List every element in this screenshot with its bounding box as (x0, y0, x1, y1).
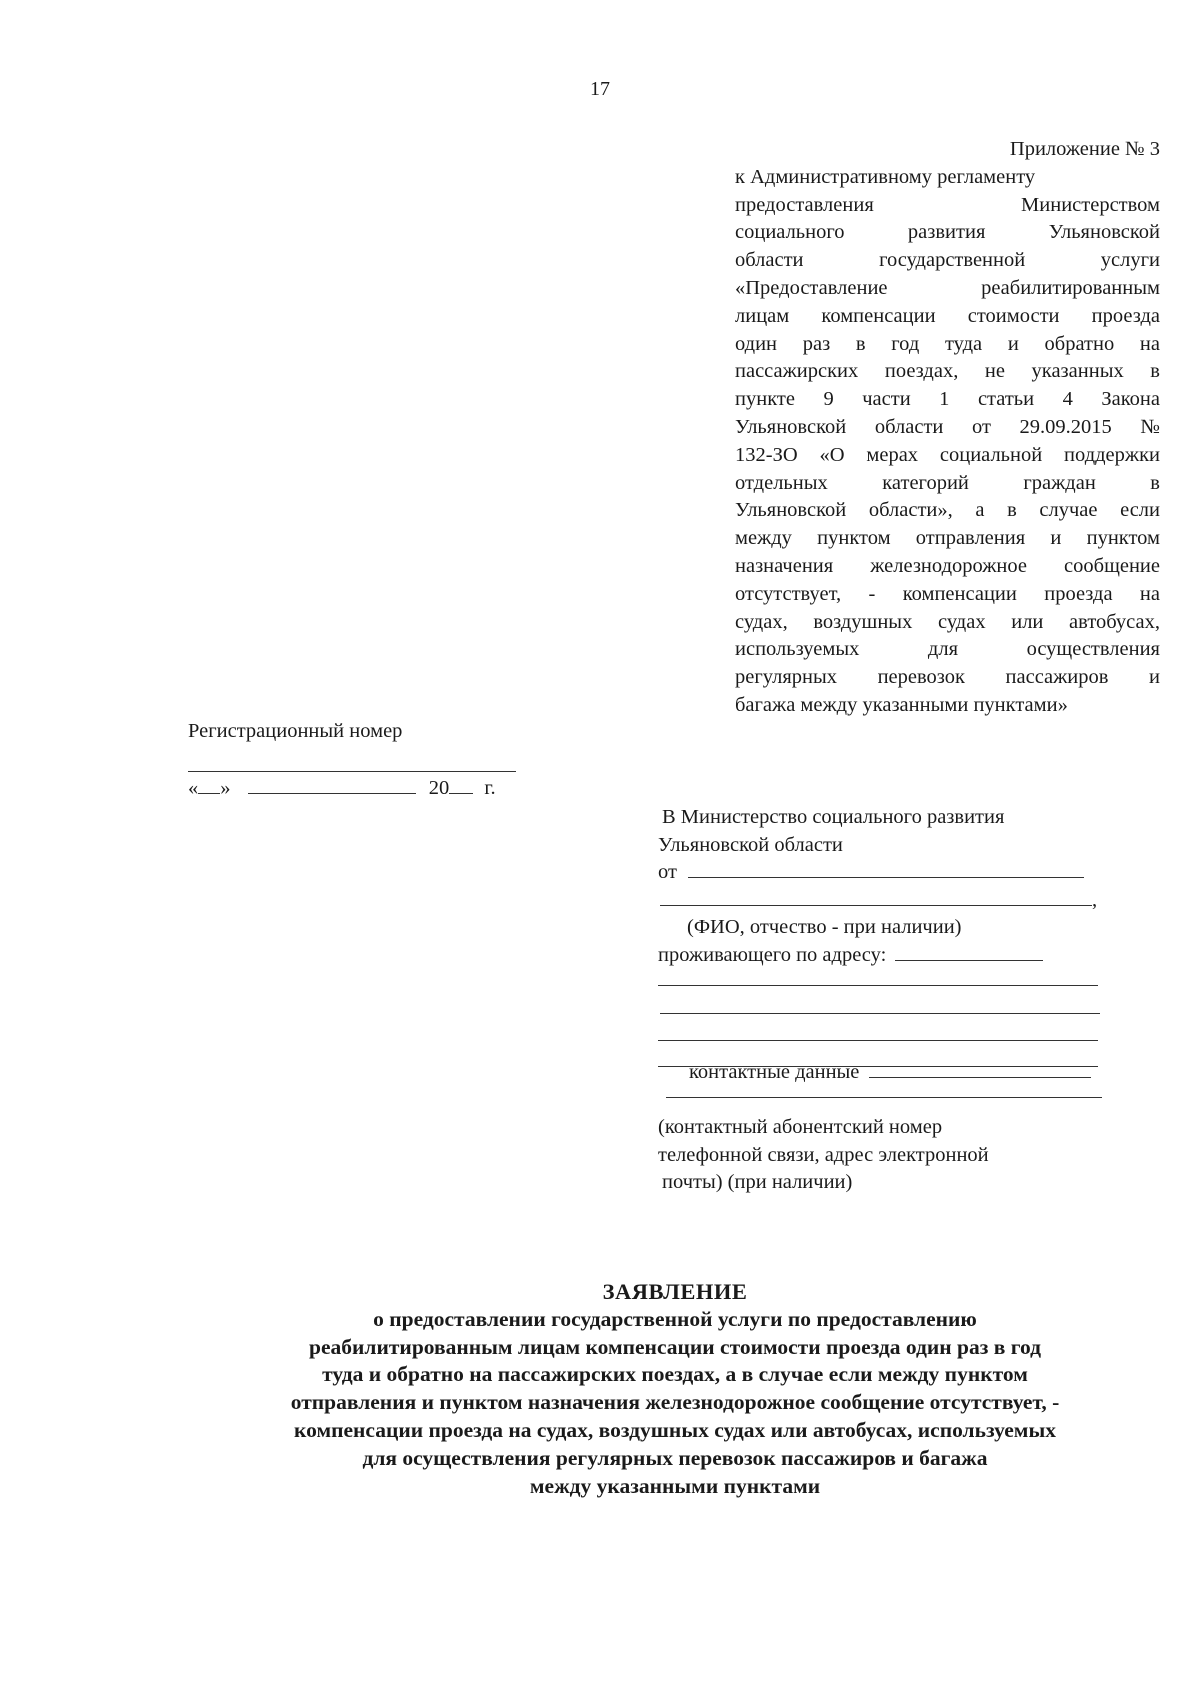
address-blank-row (662, 969, 1122, 997)
annex-block (735, 136, 1160, 720)
annex-line: один раз в год туда и обратно на (735, 332, 1160, 355)
annex-line: Ульяновской области от 29.09.2015 № (735, 415, 1160, 438)
statement-block (200, 1278, 1150, 1500)
annex-line: 132-ЗО «О мерах социальной поддержки (735, 443, 1160, 466)
annex-line: судах, воздушных судах или автобусах, (735, 610, 1160, 633)
statement-line: для осуществления регулярных перевозок пассажиров и багажа (362, 1445, 988, 1470)
contacts-hint: телефонной связи, адрес электронной (658, 1143, 989, 1166)
address-row (658, 942, 1122, 970)
annex-line: лицам компенсации стоимости проезда (735, 304, 1160, 327)
from-blank (688, 861, 1084, 878)
comma: , (1092, 888, 1098, 911)
from-blank-2 (660, 889, 1092, 906)
annex-line: области государственной услуги (735, 249, 1160, 272)
statement-title: ЗАЯВЛЕНИЕ (602, 1279, 748, 1304)
addressee-line: В Министерство социального развития (662, 806, 1005, 828)
statement-line: туда и обратно на пассажирских поездах, а в случае если между пунктом (322, 1362, 1028, 1387)
contacts-blank-line (666, 1081, 1102, 1098)
address-blank (895, 944, 1043, 961)
address-blank-row (662, 997, 1122, 1025)
annex-line: отсутствует, - компенсации проезда на (735, 582, 1160, 605)
registration-number-line (188, 771, 516, 772)
month-blank (248, 777, 416, 794)
from-row (658, 859, 1122, 887)
address-blank-line (658, 1024, 1098, 1041)
registration-number (188, 720, 402, 743)
date-close-quote: » (220, 777, 231, 799)
contacts-label: контактные данные (689, 1061, 860, 1083)
address-label: проживающего по адресу: (658, 943, 887, 966)
annex-line: к Административному регламенту (735, 165, 1036, 188)
year-prefix: 20 (428, 777, 450, 799)
statement-line: о предоставлении государственной услуги по предоставлению (373, 1306, 977, 1331)
date-open-quote: « (188, 777, 199, 799)
annex-line: предоставления Министерством (735, 193, 1160, 216)
address-blank-row (662, 1024, 1122, 1052)
address-blank-line (658, 969, 1098, 986)
addressee-line: Ульяновской области (658, 833, 843, 856)
page-number: 17 (590, 78, 610, 100)
annex-line: между пунктом отправления и пунктом (735, 527, 1160, 550)
registration-date (188, 777, 496, 800)
annex-line: Ульяновской области», а в случае если (735, 499, 1160, 522)
from-row-2 (660, 887, 1122, 915)
contacts-hint: (контактный абонентский номер (658, 1116, 943, 1138)
annex-line: багажа между указанными пунктами» (735, 693, 1068, 716)
annex-title: Приложение № 3 (1009, 138, 1160, 160)
statement-line: реабилитированным лицам компенсации стоимости проезда один раз в год (309, 1334, 1041, 1359)
annex-line: пассажирских поездах, не указанных в (735, 360, 1160, 383)
statement-line: компенсации проезда на судах, воздушных судах или автобусах, используемых (294, 1417, 1056, 1442)
year-blank (449, 777, 473, 794)
annex-line: социального развития Ульяновской (735, 221, 1160, 244)
contacts-blank-row (662, 1087, 1122, 1115)
statement-line: отправления и пунктом назначения железнодорожное сообщение отсутствует, - (290, 1390, 1060, 1415)
annex-line: регулярных перевозок пассажиров и (735, 666, 1160, 689)
statement-line: между указанными пунктами (529, 1473, 821, 1498)
contacts-blank (869, 1061, 1091, 1078)
contacts-hint: почты) (при наличии) (662, 1171, 853, 1193)
annex-line: отдельных категорий граждан в (735, 471, 1160, 494)
day-blank (198, 777, 220, 794)
addressee-block (658, 804, 1122, 1197)
address-blank-line (660, 997, 1100, 1014)
annex-body (735, 164, 1160, 720)
registration-label: Регистрационный номер (188, 720, 403, 742)
annex-line: пункте 9 части 1 статьи 4 Закона (735, 388, 1160, 411)
annex-line: используемых для осуществления (735, 638, 1160, 661)
annex-line: назначения железнодорожное сообщение (735, 554, 1160, 577)
from-label: от (658, 861, 677, 883)
year-suffix: г. (484, 777, 496, 799)
annex-line: «Предоставление реабилитированным (735, 276, 1160, 299)
fio-hint: (ФИО, отчество - при наличии) (687, 916, 962, 938)
